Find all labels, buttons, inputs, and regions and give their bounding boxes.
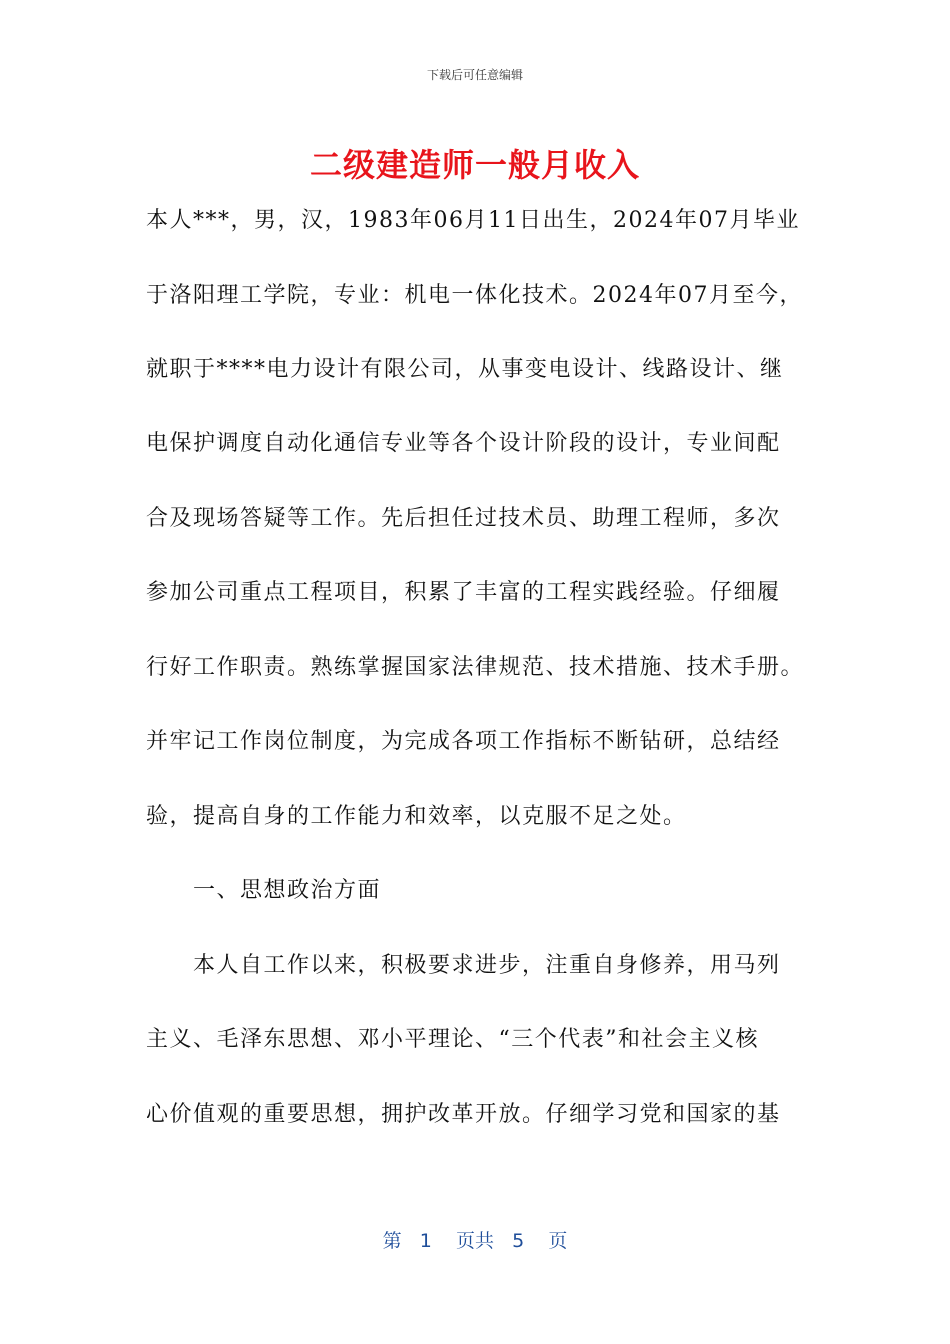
page-label-prefix: 第 xyxy=(382,1230,402,1252)
body-line: 验，提高自身的工作能力和效率，以克服不足之处。 xyxy=(146,804,687,829)
body-line: 合及现场答疑等工作。先后担任过技术员、助理工程师，多次 xyxy=(146,506,781,531)
page-label-suffix: 页 xyxy=(548,1230,568,1252)
body-line: 心价值观的重要思想，拥护改革开放。仔细学习党和国家的基 xyxy=(146,1102,781,1127)
page-label-mid: 页共 xyxy=(455,1230,494,1252)
body-line: 就职于****电力设计有限公司，从事变电设计、线路设计、继 xyxy=(146,357,784,382)
document-title: 二级建造师一般月收入 xyxy=(309,146,640,184)
body-line: 于洛阳理工学院，专业：机电一体化技术。2024年07月至今， xyxy=(146,283,803,308)
body-line: 并牢记工作岗位制度，为完成各项工作指标不断钻研，总结经 xyxy=(146,729,781,754)
body-line: 本人***，男，汉，1983年06月11日出生，2024年07月毕业 xyxy=(146,208,800,233)
header-note: 下载后可任意编辑 xyxy=(426,68,523,82)
body-line: 参加公司重点工程项目，积累了丰富的工程实践经验。仔细履 xyxy=(146,580,781,605)
page-number: 1 xyxy=(419,1230,432,1252)
body-line: 本人自工作以来，积极要求进步，注重自身修养，用马列 xyxy=(193,953,781,978)
page-footer xyxy=(0,1226,950,1253)
body-line: 电保护调度自动化通信专业等各个设计阶段的设计，专业间配 xyxy=(146,431,781,456)
section-heading: 一、思想政治方面 xyxy=(193,878,382,903)
page-total: 5 xyxy=(512,1230,525,1252)
body-line: 行好工作职责。熟练掌握国家法律规范、技术措施、技术手册。 xyxy=(146,655,805,680)
body-line: 主义、毛泽东思想、邓小平理论、“三个代表”和社会主义核 xyxy=(146,1027,759,1052)
